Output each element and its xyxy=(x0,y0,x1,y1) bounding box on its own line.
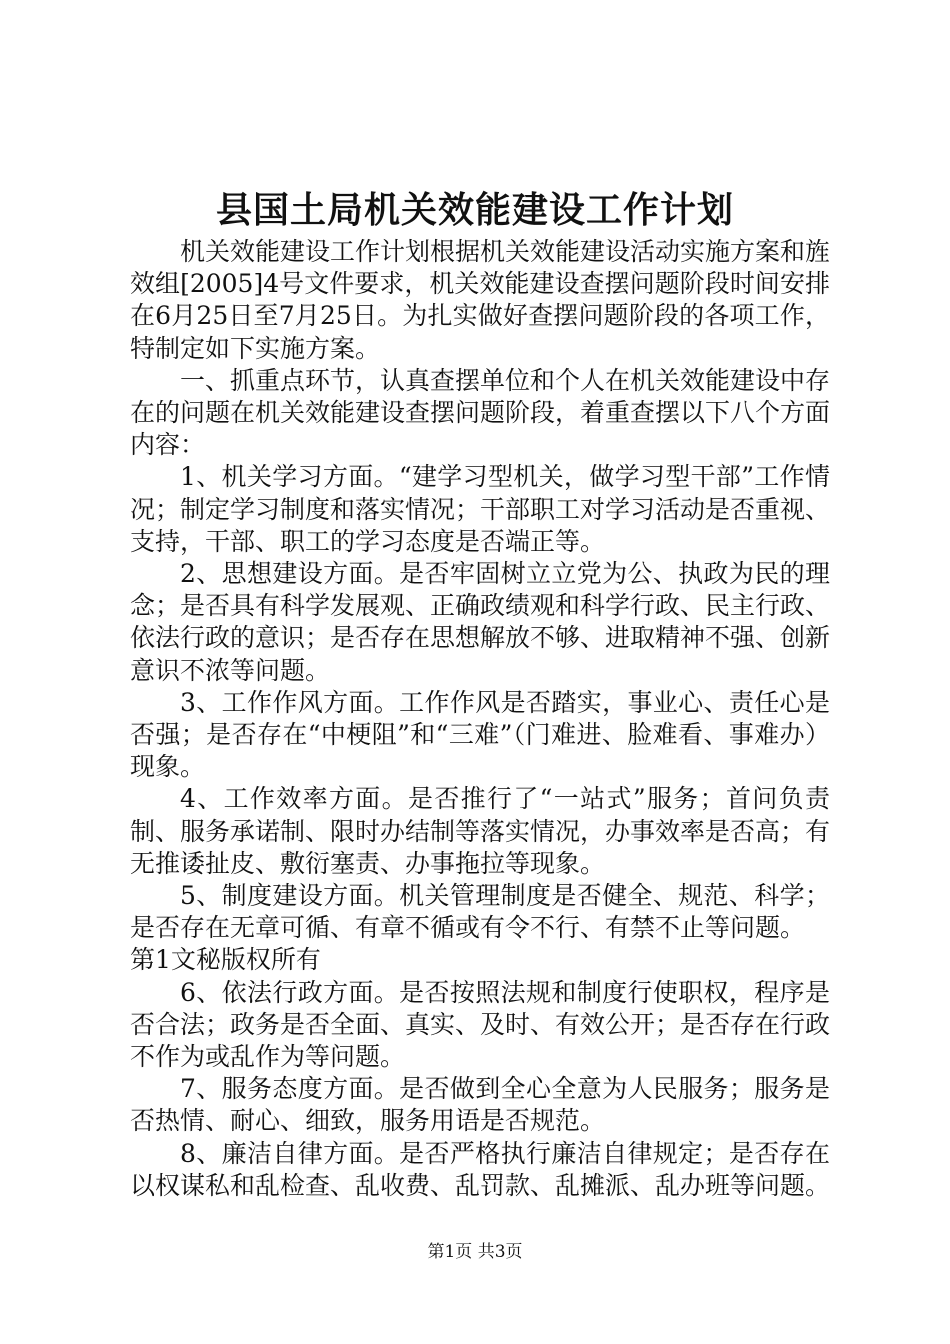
document-body xyxy=(130,236,830,1202)
paragraph-item-8: 8、廉洁自律方面。是否严格执行廉洁自律规定；是否存在以权谋私和乱检查、乱收费、乱罚款、乱摊派、乱办班等问题。 xyxy=(130,1138,831,1200)
paragraph-item-3: 3、工作作风方面。工作作风是否踏实，事业心、责任心是否强；是否存在“中梗阻”和“三难”（门难进、脸难看、事难办）现象。 xyxy=(130,687,830,782)
paragraph-item-6: 6、依法行政方面。是否按照法规和制度行使职权，程序是否合法；政务是否全面、真实、及时、有效公开；是否存在行政不作为或乱作为等问题。 xyxy=(130,977,831,1072)
paragraph-intro: 机关效能建设工作计划根据机关效能建设活动实施方案和旌效组[2005]4号文件要求，机关效能建设查摆问题阶段时间安排在6月25日至7月25日。为扎实做好查摆问题阶段的各项工作，特制定如下实施方案。 xyxy=(130,237,831,363)
page-title: 县国土局机关效能建设工作计划 xyxy=(215,189,734,231)
page-footer: 第1页 共3页 xyxy=(427,1242,523,1262)
paragraph-item-2: 2、思想建设方面。是否牢固树立立党为公、执政为民的理念；是否具有科学发展观、正确政绩观和科学行政、民主行政、依法行政的意识；是否存在思想解放不够、进取精神不强、创新意识不浓等问题。 xyxy=(130,559,831,685)
paragraph-item-1: 1、机关学习方面。“建学习型机关，做学习型干部”工作情况；制定学习制度和落实情况；干部职工对学习活动是否重视、支持，干部、职工的学习态度是否端正等。 xyxy=(130,462,831,556)
paragraph-item-4: 4、工作效率方面。是否推行了“一站式”服务；首问负责制、服务承诺制、限时办结制等落实情况，办事效率是否高；有无推诿扯皮、敷衍塞责、办事拖拉等现象。 xyxy=(130,784,831,878)
paragraph-item-5: 5、制度建设方面。机关管理制度是否健全、规范、科学；是否存在无章可循、有章不循或有令不行、有禁不止等问题。 xyxy=(130,881,830,943)
paragraph-item-7: 7、服务态度方面。是否做到全心全意为人民服务；服务是否热情、耐心、细致，服务用语是否规范。 xyxy=(130,1074,830,1136)
copyright-note: 第1文秘版权所有 xyxy=(130,945,321,975)
paragraph-section-1: 一、抓重点环节，认真查摆单位和个人在机关效能建设中存在的问题在机关效能建设查摆问题阶段，着重查摆以下八个方面内容： xyxy=(130,365,831,460)
